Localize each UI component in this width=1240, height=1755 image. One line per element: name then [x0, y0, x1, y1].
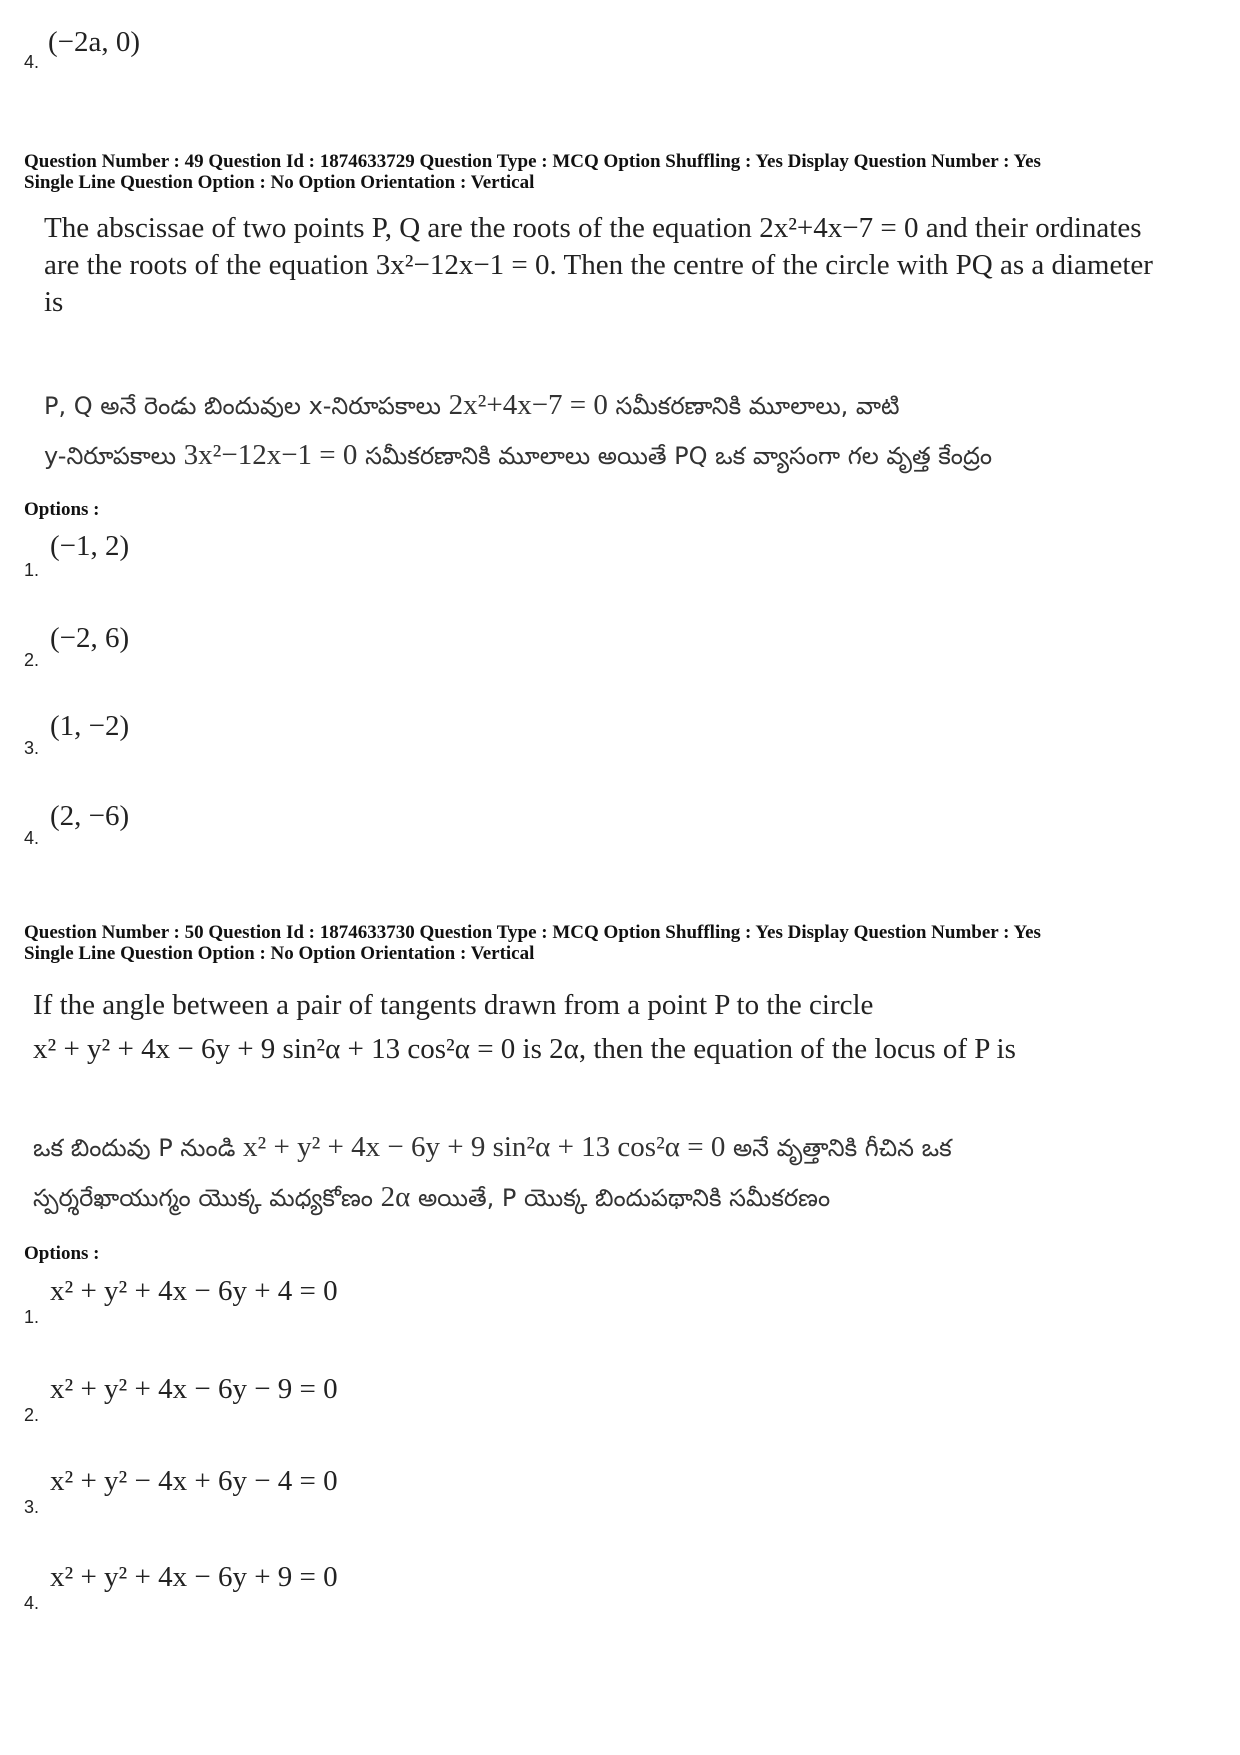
q50-en-eq: x² + y² + 4x − 6y + 9 sin²α + 13 cos²α = 0 [33, 1033, 516, 1065]
q49-te-l1c: సమీకరణానికి మూలాలు, వాటి [615, 392, 900, 420]
q50-telugu-line2 [33, 1172, 830, 1223]
q49-en-text1: The abscissae of two points P, Q are the roots of the equation [44, 212, 752, 244]
q49-option-4-number: 4. [24, 828, 40, 848]
q50-telugu-line1 [33, 1122, 952, 1173]
option-value: (−2a, 0) [48, 26, 141, 58]
q49-option-2-number: 2. [24, 650, 40, 670]
q49-te-l2a: y-నిరూపకాలు [44, 442, 177, 470]
q49-options-label: Options : [24, 499, 100, 520]
q49-en-text2: and their ordinates are the roots of the equation [44, 212, 1142, 281]
q49-en-text3: Then the centre of the circle with PQ as a diameter is [44, 249, 1153, 318]
q50-te-eq: x² + y² + 4x − 6y + 9 sin²α + 13 cos²α = 0 [243, 1131, 726, 1163]
q50-en-text1: If the angle between a pair of tangents drawn from a point P to the circle [33, 989, 874, 1021]
q49-option-3[interactable]: (1, −2) [50, 710, 130, 742]
q50-te-l1b: అనే వృత్తానికి గీచిన ఒక [732, 1134, 952, 1162]
q49-meta-line2: Single Line Question Option : No Option Orientation : Vertical [24, 172, 535, 193]
q50-meta-line1: Question Number : 50 Question Id : 1874633730 Question Type : MCQ Option Shuffling : Yes Display Question Number : Yes [24, 922, 1041, 943]
q49-meta-line1: Question Number : 49 Question Id : 1874633729 Question Type : MCQ Option Shuffling : Yes Display Question Number : Yes [24, 151, 1041, 172]
q49-te-eq1: 2x²+4x−7 = 0 [448, 389, 608, 421]
q49-telugu-line1 [44, 380, 900, 431]
option-number: 4. [24, 52, 40, 72]
q49-te-eq2: 3x²−12x−1 = 0 [183, 439, 358, 471]
q50-option-3-number: 3. [24, 1497, 40, 1517]
q49-option-4[interactable]: (2, −6) [50, 800, 130, 832]
q49-option-3-number: 3. [24, 738, 40, 758]
q49-english-text [44, 210, 1164, 321]
q50-te-l2a: స్పర్శరేఖాయుగ్మం యొక్క మధ్యకోణం [33, 1184, 373, 1212]
q49-option-2[interactable]: (−2, 6) [50, 622, 130, 654]
q49-te-l1a: P, Q అనే రెండు బిందువుల [44, 392, 301, 420]
q49-te-l1b: x-నిరూపకాలు [308, 392, 441, 420]
q50-meta-line2: Single Line Question Option : No Option Orientation : Vertical [24, 943, 535, 964]
q50-options-label: Options : [24, 1243, 100, 1264]
q50-english-text [33, 983, 1173, 1071]
q50-option-4-number: 4. [24, 1593, 40, 1613]
q50-te-l1a: ఒక బిందువు P నుండి [33, 1134, 236, 1162]
q49-telugu-line2 [44, 430, 992, 481]
q49-en-eq1: 2x²+4x−7 = 0 [759, 212, 919, 244]
q50-option-3[interactable]: x² + y² − 4x + 6y − 4 = 0 [50, 1465, 338, 1497]
q49-en-eq2: 3x²−12x−1 = 0. [375, 249, 557, 281]
q50-option-1[interactable]: x² + y² + 4x − 6y + 4 = 0 [50, 1275, 338, 1307]
q50-option-1-number: 1. [24, 1307, 40, 1327]
q50-option-4[interactable]: x² + y² + 4x − 6y + 9 = 0 [50, 1561, 338, 1593]
q50-en-text2: is 2α, then the equation of the locus of P is [522, 1033, 1016, 1065]
q49-te-l2b: సమీకరణానికి మూలాలు అయితే PQ ఒక వ్యాసంగా గల వృత్త కేంద్రం [365, 442, 993, 470]
q50-te-l2b: 2α [380, 1181, 411, 1213]
q50-te-l2c: అయితే, P యొక్క బిందుపథానికి సమీకరణం [417, 1184, 831, 1212]
q50-option-2[interactable]: x² + y² + 4x − 6y − 9 = 0 [50, 1373, 338, 1405]
q49-option-1[interactable]: (−1, 2) [50, 530, 130, 562]
q49-option-1-number: 1. [24, 560, 40, 580]
q50-option-2-number: 2. [24, 1405, 40, 1425]
